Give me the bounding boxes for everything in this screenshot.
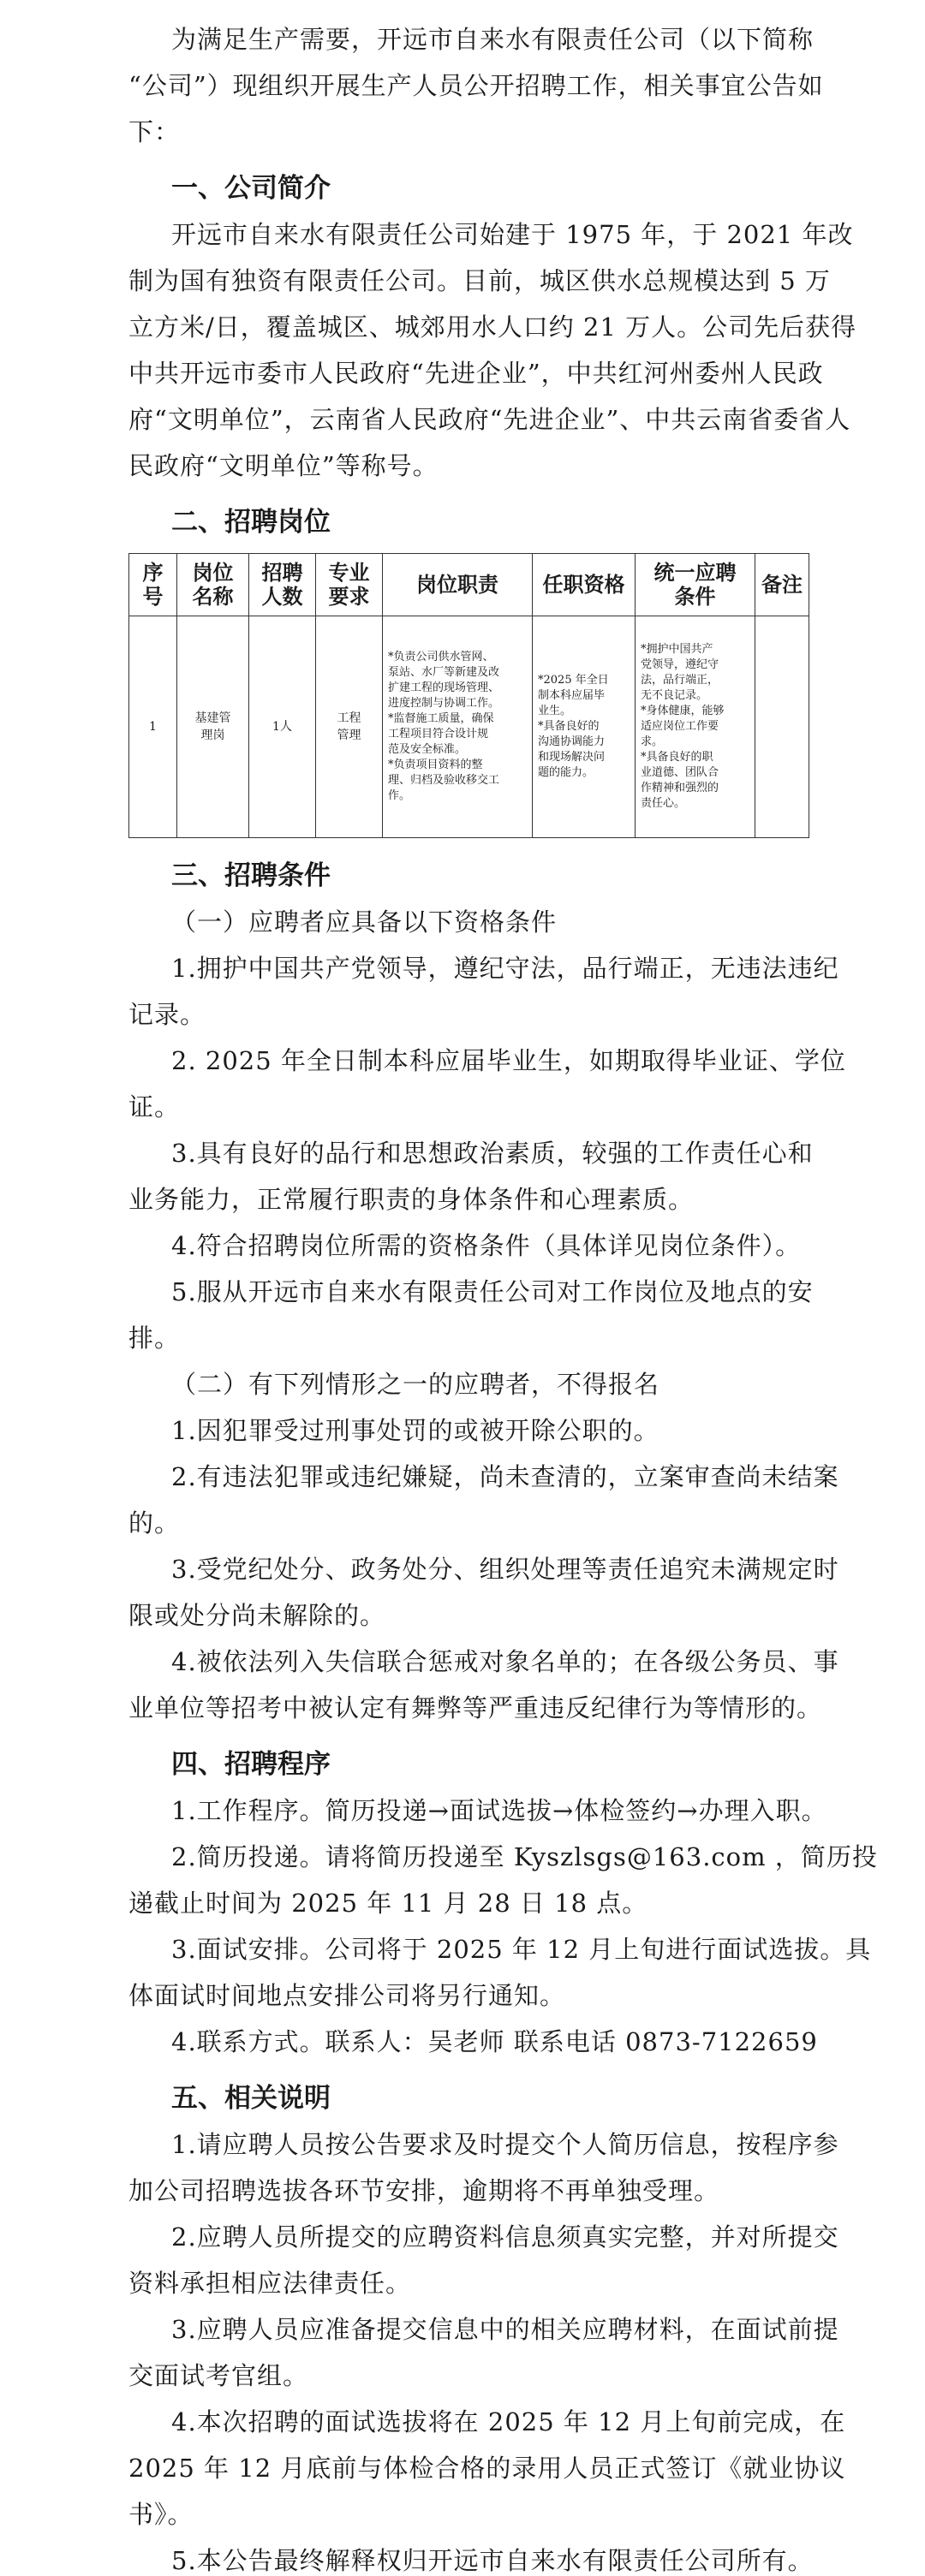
intro-line: 为满足生产需要，开远市自来水有限责任公司（以下简称: [171, 25, 815, 54]
note-line: 资料承担相应法律责任。: [128, 2269, 412, 2298]
requirement-line: 3.具有良好的品行和思想政治素质，较强的工作责任心和: [171, 1139, 814, 1168]
procedure-line: 2.简历投递。请将简历投递至 Kyszlsgs@163.com ，简历投: [171, 1842, 878, 1871]
requirement-line: 1.拥护中国共产党领导，遵纪守法，品行端正，无违法违纪: [171, 954, 839, 983]
profile-line: 府“文明单位”，云南省人民政府“先进企业”、中共云南省委省人: [128, 405, 851, 434]
procedure-line: 体面试时间地点安排公司将另行通知。: [128, 1981, 566, 2010]
procedure-line: 3.面试安排。公司将于 2025 年 12 月上旬进行面试选拔。具: [171, 1935, 872, 1964]
note-line: 2025 年 12 月底前与体检合格的录用人员正式签订《就业协议: [128, 2454, 846, 2483]
requirement-line: 证。: [128, 1092, 181, 1121]
requirement-line: 5.服从开远市自来水有限责任公司对工作岗位及地点的安: [171, 1277, 814, 1306]
intro-line: “公司”）现组织开展生产人员公开招聘工作，相关事宜公告如: [128, 71, 824, 100]
profile-line: 制为国有独资有限责任公司。目前，城区供水总规模达到 5 万: [128, 266, 831, 295]
exclusion-line: 的。: [128, 1508, 181, 1538]
subsection-title: （一）应聘者应具备以下资格条件: [171, 907, 558, 937]
header-cell-position-name: 岗位 名称: [177, 554, 249, 616]
cell-headcount: 1人: [249, 616, 316, 838]
note-line: 加公司招聘选拔各环节安排，逾期将不再单独受理。: [128, 2176, 720, 2205]
note-line: 1.请应聘人员按公告要求及时提交个人简历信息，按程序参: [171, 2130, 839, 2159]
section-heading-company-profile: 一、公司简介: [171, 173, 331, 204]
requirement-line: 排。: [128, 1324, 181, 1353]
profile-line: 民政府“文明单位”等称号。: [128, 451, 439, 480]
profile-line: 中共开远市委市人民政府“先进企业”，中共红河州委州人民政: [128, 359, 824, 388]
procedure-line: 4.联系方式。联系人：吴老师 联系电话 0873-7122659: [171, 2027, 818, 2056]
cell-major: 工程 管理: [316, 616, 383, 838]
header-cell-no: 序 号: [129, 554, 177, 616]
subsection-title: （二）有下列情形之一的应聘者，不得报名: [171, 1370, 660, 1399]
header-cell-notes: 备注: [755, 554, 809, 616]
profile-line: 立方米/日，覆盖城区、城郊用水人口约 21 万人。公司先后获得: [128, 312, 857, 342]
procedure-line: 递截止时间为 2025 年 11 月 28 日 18 点。: [128, 1889, 648, 1918]
cell-no: 1: [129, 616, 177, 838]
note-line: 2.应聘人员所提交的应聘资料信息须真实完整，并对所提交: [171, 2222, 839, 2252]
section-heading-procedure: 四、招聘程序: [171, 1749, 331, 1780]
exclusion-line: 4.被依法列入失信联合惩戒对象名单的；在各级公务员、事: [171, 1647, 839, 1676]
requirement-line: 4.符合招聘岗位所需的资格条件（具体详见岗位条件）。: [171, 1231, 802, 1260]
profile-line: 开远市自来水有限责任公司始建于 1975 年，于 2021 年改: [171, 220, 854, 249]
note-line: 交面试考官组。: [128, 2361, 309, 2390]
intro-line: 下：: [128, 117, 181, 146]
cell-duties: *负责公司供水管网、 泵站、水厂等新建及改 扩建工程的现场管理、 进度控制与协调工作。 *监督施工质量，确保 工程项目符合设计规 范及安全标准。 *负责项目资料的整 理、归档及验收移交工 作。: [383, 616, 533, 838]
table-row: [129, 616, 809, 838]
procedure-line: 1.工作程序。简历投递→面试选拔→体检签约→办理入职。: [171, 1796, 827, 1825]
cell-qualifications: *2025 年全日 制本科应届毕 业生。 *具备良好的 沟通协调能力 和现场解决问 题的能力。: [533, 616, 636, 838]
exclusion-line: 1.因犯罪受过刑事处罚的或被开除公职的。: [171, 1416, 659, 1445]
note-line: 书》。: [128, 2500, 194, 2529]
section-heading-requirements: 三、招聘条件: [171, 860, 331, 891]
exclusion-line: 限或处分尚未解除的。: [128, 1601, 386, 1630]
note-line: 3.应聘人员应准备提交信息中的相关应聘材料，在面试前提: [171, 2315, 839, 2344]
header-cell-headcount: 招聘 人数: [249, 554, 316, 616]
header-cell-qualifications: 任职资格: [533, 554, 636, 616]
note-line: 4.本次招聘的面试选拔将在 2025 年 12 月上旬前完成，在: [171, 2407, 846, 2436]
requirement-line: 业务能力，正常履行职责的身体条件和心理素质。: [128, 1185, 695, 1214]
header-cell-major: 专业 要求: [316, 554, 383, 616]
positions-table: [128, 553, 809, 838]
header-cell-duties: 岗位职责: [383, 554, 533, 616]
cell-position-name: 基建管 理岗: [177, 616, 249, 838]
section-heading-positions: 二、招聘岗位: [171, 507, 331, 538]
section-heading-notes: 五、相关说明: [171, 2083, 331, 2114]
exclusion-line: 3.受党纪处分、政务处分、组织处理等责任追究未满规定时: [171, 1555, 839, 1584]
requirement-line: 2. 2025 年全日制本科应届毕业生，如期取得毕业证、学位: [171, 1046, 846, 1075]
exclusion-line: 业单位等招考中被认定有舞弊等严重违反纪律行为等情形的。: [128, 1693, 823, 1722]
requirement-line: 记录。: [128, 1000, 206, 1029]
exclusion-line: 2.有违法犯罪或违纪嫌疑，尚未查清的，立案审查尚未结案: [171, 1462, 839, 1491]
header-cell-conditions: 统一应聘 条件: [636, 554, 755, 616]
cell-notes: [755, 616, 809, 838]
table-header-row: [129, 554, 809, 616]
note-line: 5.本公告最终解释权归开远市自来水有限责任公司所有。: [171, 2546, 814, 2575]
cell-conditions: *拥护中国共产 党领导，遵纪守 法，品行端正， 无不良记录。 *身体健康，能够 适应岗位工作要 求。 *具备良好的职 业道德、团队合 作精神和强烈的 责任心。: [636, 616, 755, 838]
